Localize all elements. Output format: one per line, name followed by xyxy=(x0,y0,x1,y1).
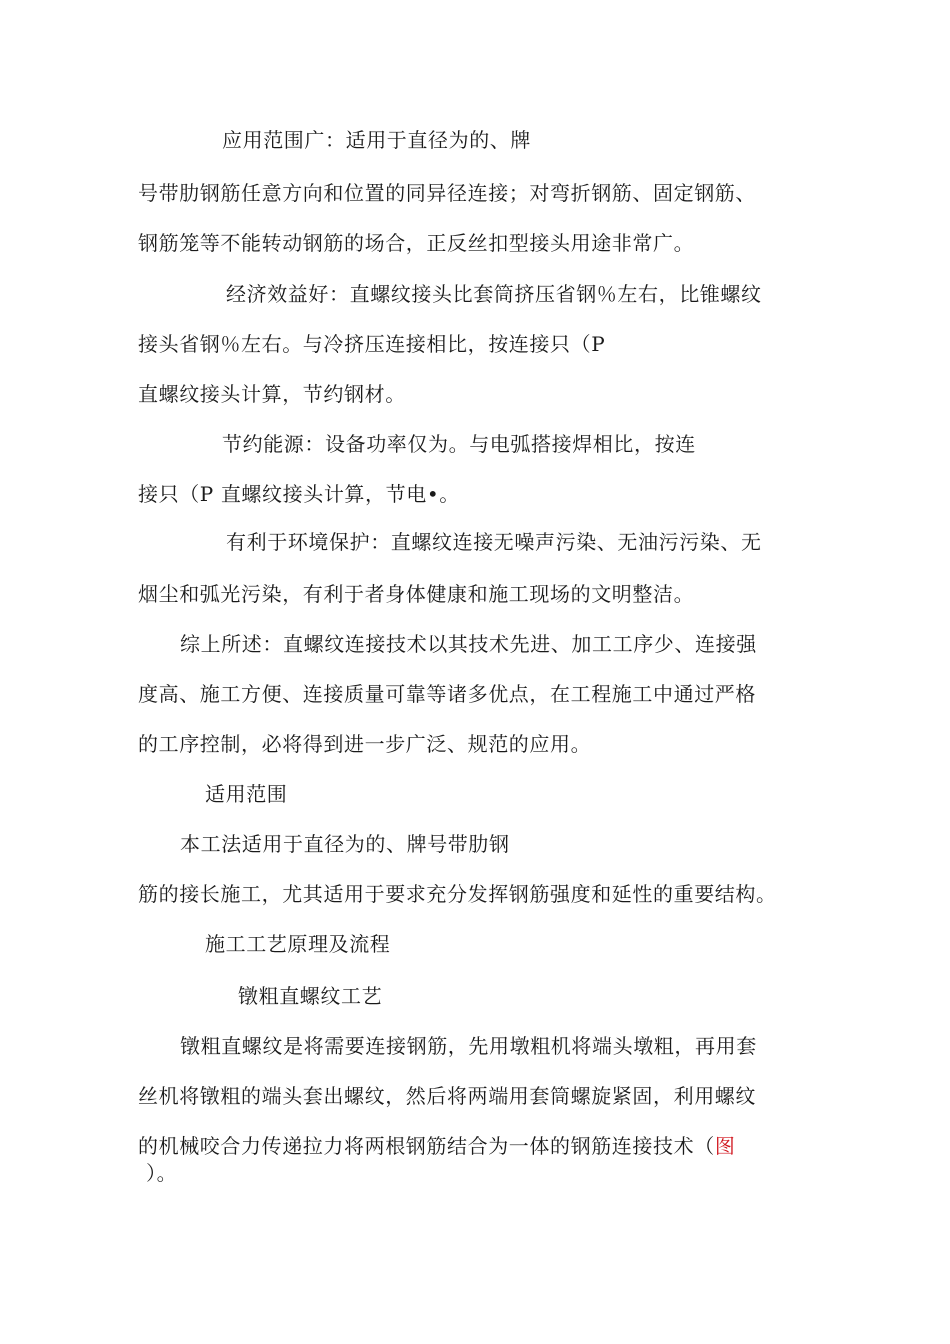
paragraph-text: 的机械咬合力传递拉力将两根钢筋结合为一体的钢筋连接技术（ xyxy=(138,1134,715,1158)
paragraph-line: 烟尘和弧光污染，有利于者身体健康和施工现场的文明整洁。 xyxy=(138,582,695,606)
paragraph-line: 有利于环境保护：直螺纹连接无噪声污染、无油污污染、无 xyxy=(226,530,762,554)
paragraph-line: 度高、施工方便、连接质量可靠等诸多优点，在工程施工中通过严格 xyxy=(138,682,756,706)
paragraph-line: 直螺纹接头计算，节约钢材。 xyxy=(138,382,406,406)
paragraph-line: 应用范围广：适用于直径为的、牌 xyxy=(222,128,531,152)
paragraph-line: 号带肋钢筋任意方向和位置的同异径连接；对弯折钢筋、固定钢筋、 xyxy=(138,181,756,205)
subsection-heading: 镦粗直螺纹工艺 xyxy=(238,984,383,1008)
figure-reference-link[interactable]: 图 xyxy=(714,1134,736,1158)
paragraph-line: 综上所述：直螺纹连接技术以其技术先进、加工工序少、连接强 xyxy=(180,632,757,656)
paragraph-line: 钢筋笼等不能转动钢筋的场合，正反丝扣型接头用途非常广。 xyxy=(138,231,695,255)
paragraph-line xyxy=(138,1133,735,1159)
paragraph-line: 镦粗直螺纹是将需要连接钢筋，先用墩粗机将端头墩粗，再用套 xyxy=(180,1034,757,1058)
paragraph-line: 丝机将镦粗的端头套出螺纹，然后将两端用套筒螺旋紧固，利用螺纹 xyxy=(138,1084,756,1108)
section-heading: 适用范围 xyxy=(205,782,288,806)
paragraph-line: 经济效益好：直螺纹接头比套筒挤压省钢％左右，比锥螺纹 xyxy=(226,282,762,306)
paragraph-line: 节约能源：设备功率仅为。与电弧搭接焊相比，按连 xyxy=(222,432,696,456)
paragraph-line: 的工序控制，必将得到进一步广泛、规范的应用。 xyxy=(138,732,592,756)
paragraph-line: 接只（P 直螺纹接头计算，节电•。 xyxy=(138,482,460,506)
paragraph-line: 接头省钢％左右。与冷挤压连接相比，按连接只（P xyxy=(138,332,606,356)
paragraph-line: 本工法适用于直径为的、牌号带肋钢 xyxy=(180,832,510,856)
section-heading: 施工工艺原理及流程 xyxy=(205,932,391,956)
paragraph-line: ）。 xyxy=(146,1161,178,1185)
paragraph-line: 筋的接长施工，尤其适用于要求充分发挥钢筋强度和延性的重要结构。 xyxy=(138,882,777,906)
